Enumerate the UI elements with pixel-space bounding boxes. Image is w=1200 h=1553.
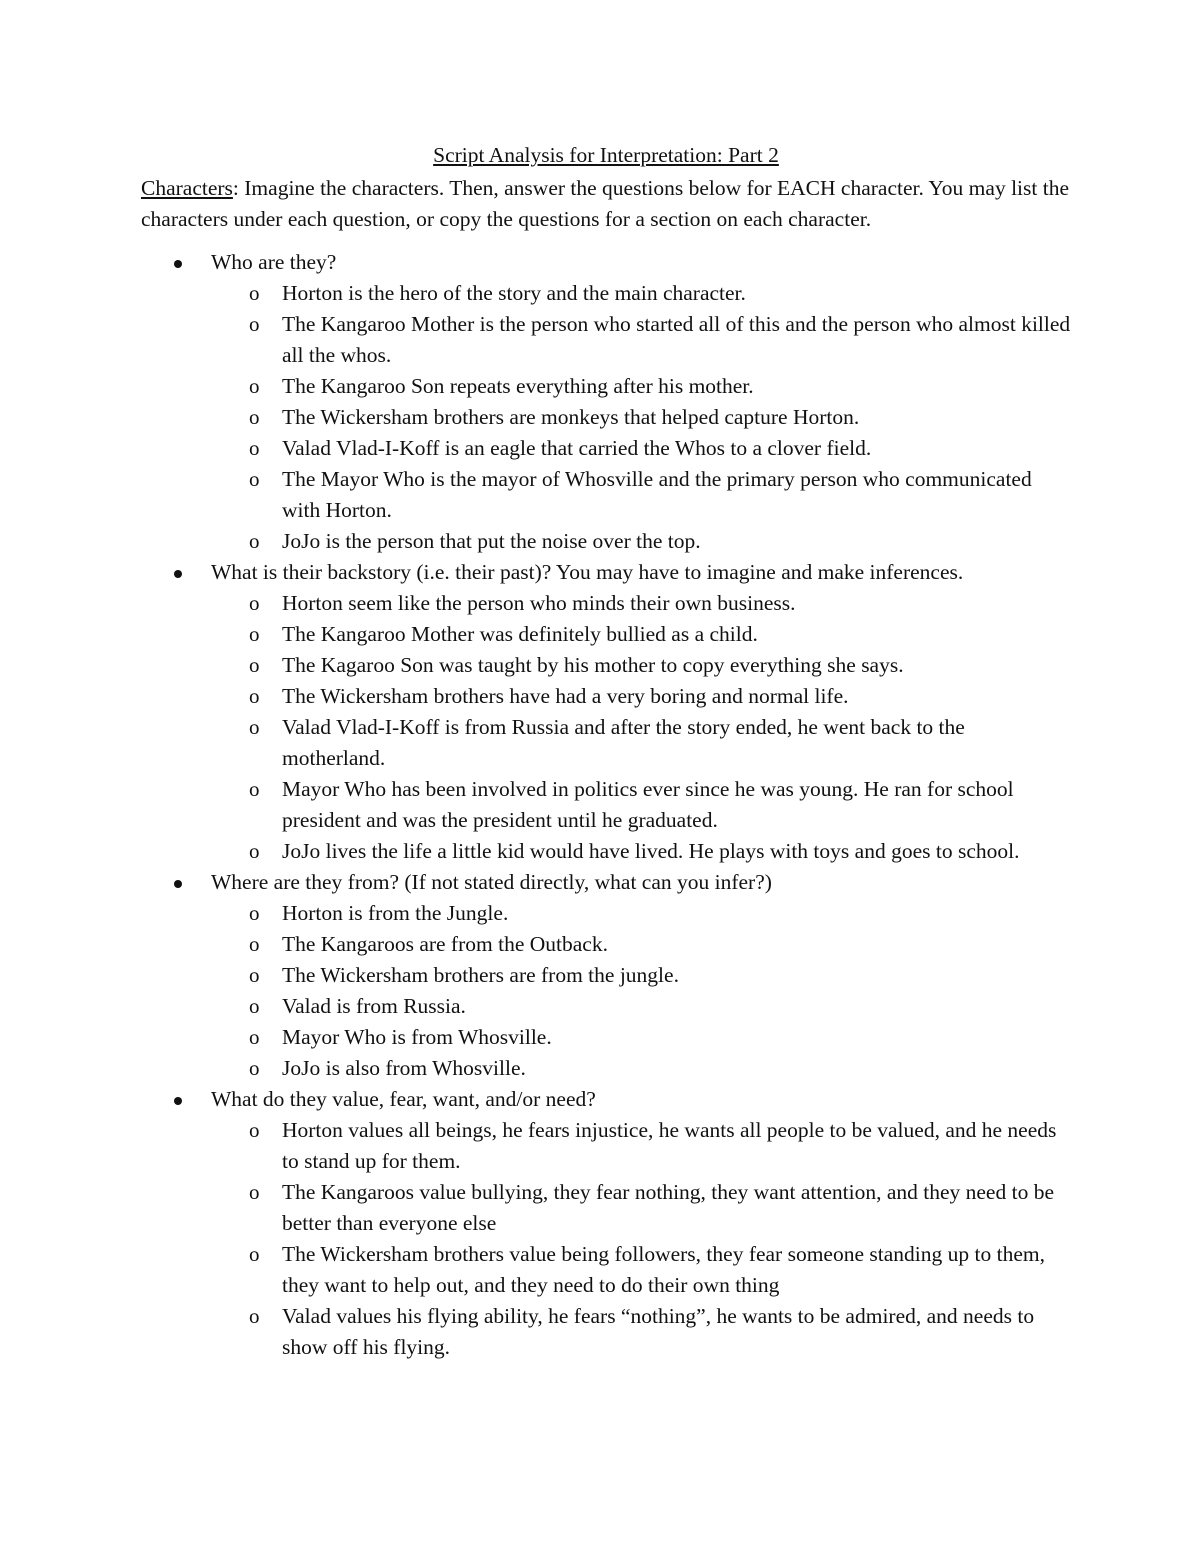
answer-text: Horton is the hero of the story and the main character.: [282, 281, 746, 305]
document-title: Script Analysis for Interpretation: Part 2: [433, 143, 779, 167]
question-text: Who are they?: [211, 250, 337, 274]
answer-text: The Mayor Who is the mayor of Whosville and the primary person who communicated with Horton.: [282, 467, 1032, 522]
sub-bullet-icon: o: [249, 467, 260, 491]
answer-text: The Kangaroo Son repeats everything after his mother.: [282, 374, 754, 398]
answer-text: Mayor Who has been involved in politics ever since he was young. He ran for school president and was the president until he graduated.: [282, 777, 1014, 832]
answer-item: [141, 712, 1071, 774]
intro-label: Characters: [141, 176, 233, 200]
answer-item: [141, 1053, 1071, 1084]
bullet-icon: [174, 570, 182, 578]
sub-bullet-icon: o: [249, 1304, 260, 1328]
sub-bullet-icon: o: [249, 839, 260, 863]
sub-bullet-icon: o: [249, 312, 260, 336]
document-body: [141, 140, 1071, 1363]
answer-text: The Wickersham brothers are from the jungle.: [282, 963, 679, 987]
answer-text: Horton values all beings, he fears injustice, he wants all people to be valued, and he needs to stand up for them.: [282, 1118, 1057, 1173]
answer-text: Mayor Who is from Whosville.: [282, 1025, 552, 1049]
sub-bullet-icon: o: [249, 684, 260, 708]
sub-bullet-icon: o: [249, 436, 260, 460]
answer-item: [141, 991, 1071, 1022]
answer-item: [141, 526, 1071, 557]
sub-bullet-icon: o: [249, 715, 260, 739]
sub-bullet-icon: o: [249, 1242, 260, 1266]
sub-bullet-icon: o: [249, 994, 260, 1018]
answer-item: [141, 1301, 1071, 1363]
answer-item: [141, 1022, 1071, 1053]
intro-paragraph: [141, 173, 1071, 235]
bullet-icon: [174, 880, 182, 888]
sub-bullet-icon: o: [249, 963, 260, 987]
answer-item: [141, 836, 1071, 867]
question-text: What is their backstory (i.e. their past)? You may have to imagine and make inferences.: [211, 560, 964, 584]
answer-item: [141, 1177, 1071, 1239]
sub-bullet-icon: o: [249, 374, 260, 398]
answer-item: [141, 681, 1071, 712]
answer-text: Valad Vlad-I-Koff is from Russia and after the story ended, he went back to the motherland.: [282, 715, 965, 770]
answer-item: [141, 588, 1071, 619]
answer-item: [141, 464, 1071, 526]
answer-text: Valad is from Russia.: [282, 994, 466, 1018]
answer-item: [141, 619, 1071, 650]
bullet-icon: [174, 260, 182, 268]
question-text: What do they value, fear, want, and/or need?: [211, 1087, 596, 1111]
question-item: [141, 247, 1071, 557]
answer-text: Valad Vlad-I-Koff is an eagle that carried the Whos to a clover field.: [282, 436, 872, 460]
answer-text: Horton is from the Jungle.: [282, 901, 509, 925]
answer-text: The Kangaroos are from the Outback.: [282, 932, 608, 956]
answer-list: [211, 898, 1071, 1084]
answer-text: JoJo is the person that put the noise over the top.: [282, 529, 701, 553]
question-item: [141, 557, 1071, 867]
sub-bullet-icon: o: [249, 653, 260, 677]
question-list: [141, 247, 1071, 1363]
answer-text: JoJo is also from Whosville.: [282, 1056, 526, 1080]
sub-bullet-icon: o: [249, 529, 260, 553]
sub-bullet-icon: o: [249, 1025, 260, 1049]
answer-item: [141, 898, 1071, 929]
answer-text: Horton seem like the person who minds their own business.: [282, 591, 796, 615]
answer-item: [141, 278, 1071, 309]
sub-bullet-icon: o: [249, 405, 260, 429]
answer-item: [141, 371, 1071, 402]
answer-text: The Kagaroo Son was taught by his mother to copy everything she says.: [282, 653, 904, 677]
answer-text: The Kangaroos value bullying, they fear nothing, they want attention, and they need to be better than everyone else: [282, 1180, 1054, 1235]
answer-item: [141, 774, 1071, 836]
answer-list: [211, 278, 1071, 557]
sub-bullet-icon: o: [249, 1056, 260, 1080]
answer-text: The Kangaroo Mother is the person who started all of this and the person who almost killed all the whos.: [282, 312, 1071, 367]
sub-bullet-icon: o: [249, 901, 260, 925]
answer-text: The Kangaroo Mother was definitely bullied as a child.: [282, 622, 758, 646]
answer-item: [141, 402, 1071, 433]
answer-list: [211, 1115, 1071, 1363]
answer-text: Valad values his flying ability, he fears “nothing”, he wants to be admired, and needs to show off his flying.: [282, 1304, 1035, 1359]
intro-text: : Imagine the characters. Then, answer the questions below for EACH character. You may list the characters under each question, or copy the questions for a section on each character.: [141, 176, 1069, 231]
sub-bullet-icon: o: [249, 1180, 260, 1204]
answer-item: [141, 929, 1071, 960]
answer-item: [141, 309, 1071, 371]
sub-bullet-icon: o: [249, 777, 260, 801]
answer-list: [211, 588, 1071, 867]
sub-bullet-icon: o: [249, 281, 260, 305]
answer-item: [141, 1115, 1071, 1177]
sub-bullet-icon: o: [249, 932, 260, 956]
answer-item: [141, 433, 1071, 464]
answer-text: The Wickersham brothers value being followers, they fear someone standing up to them, they want to help out, and they need to do their own thing: [282, 1242, 1045, 1297]
answer-item: [141, 960, 1071, 991]
question-item: [141, 1084, 1071, 1363]
answer-text: The Wickersham brothers have had a very boring and normal life.: [282, 684, 849, 708]
question-text: Where are they from? (If not stated directly, what can you infer?): [211, 870, 772, 894]
sub-bullet-icon: o: [249, 591, 260, 615]
answer-item: [141, 1239, 1071, 1301]
answer-item: [141, 650, 1071, 681]
sub-bullet-icon: o: [249, 622, 260, 646]
answer-text: JoJo lives the life a little kid would have lived. He plays with toys and goes to school.: [282, 839, 1020, 863]
sub-bullet-icon: o: [249, 1118, 260, 1142]
question-item: [141, 867, 1071, 1084]
answer-text: The Wickersham brothers are monkeys that helped capture Horton.: [282, 405, 860, 429]
bullet-icon: [174, 1097, 182, 1105]
